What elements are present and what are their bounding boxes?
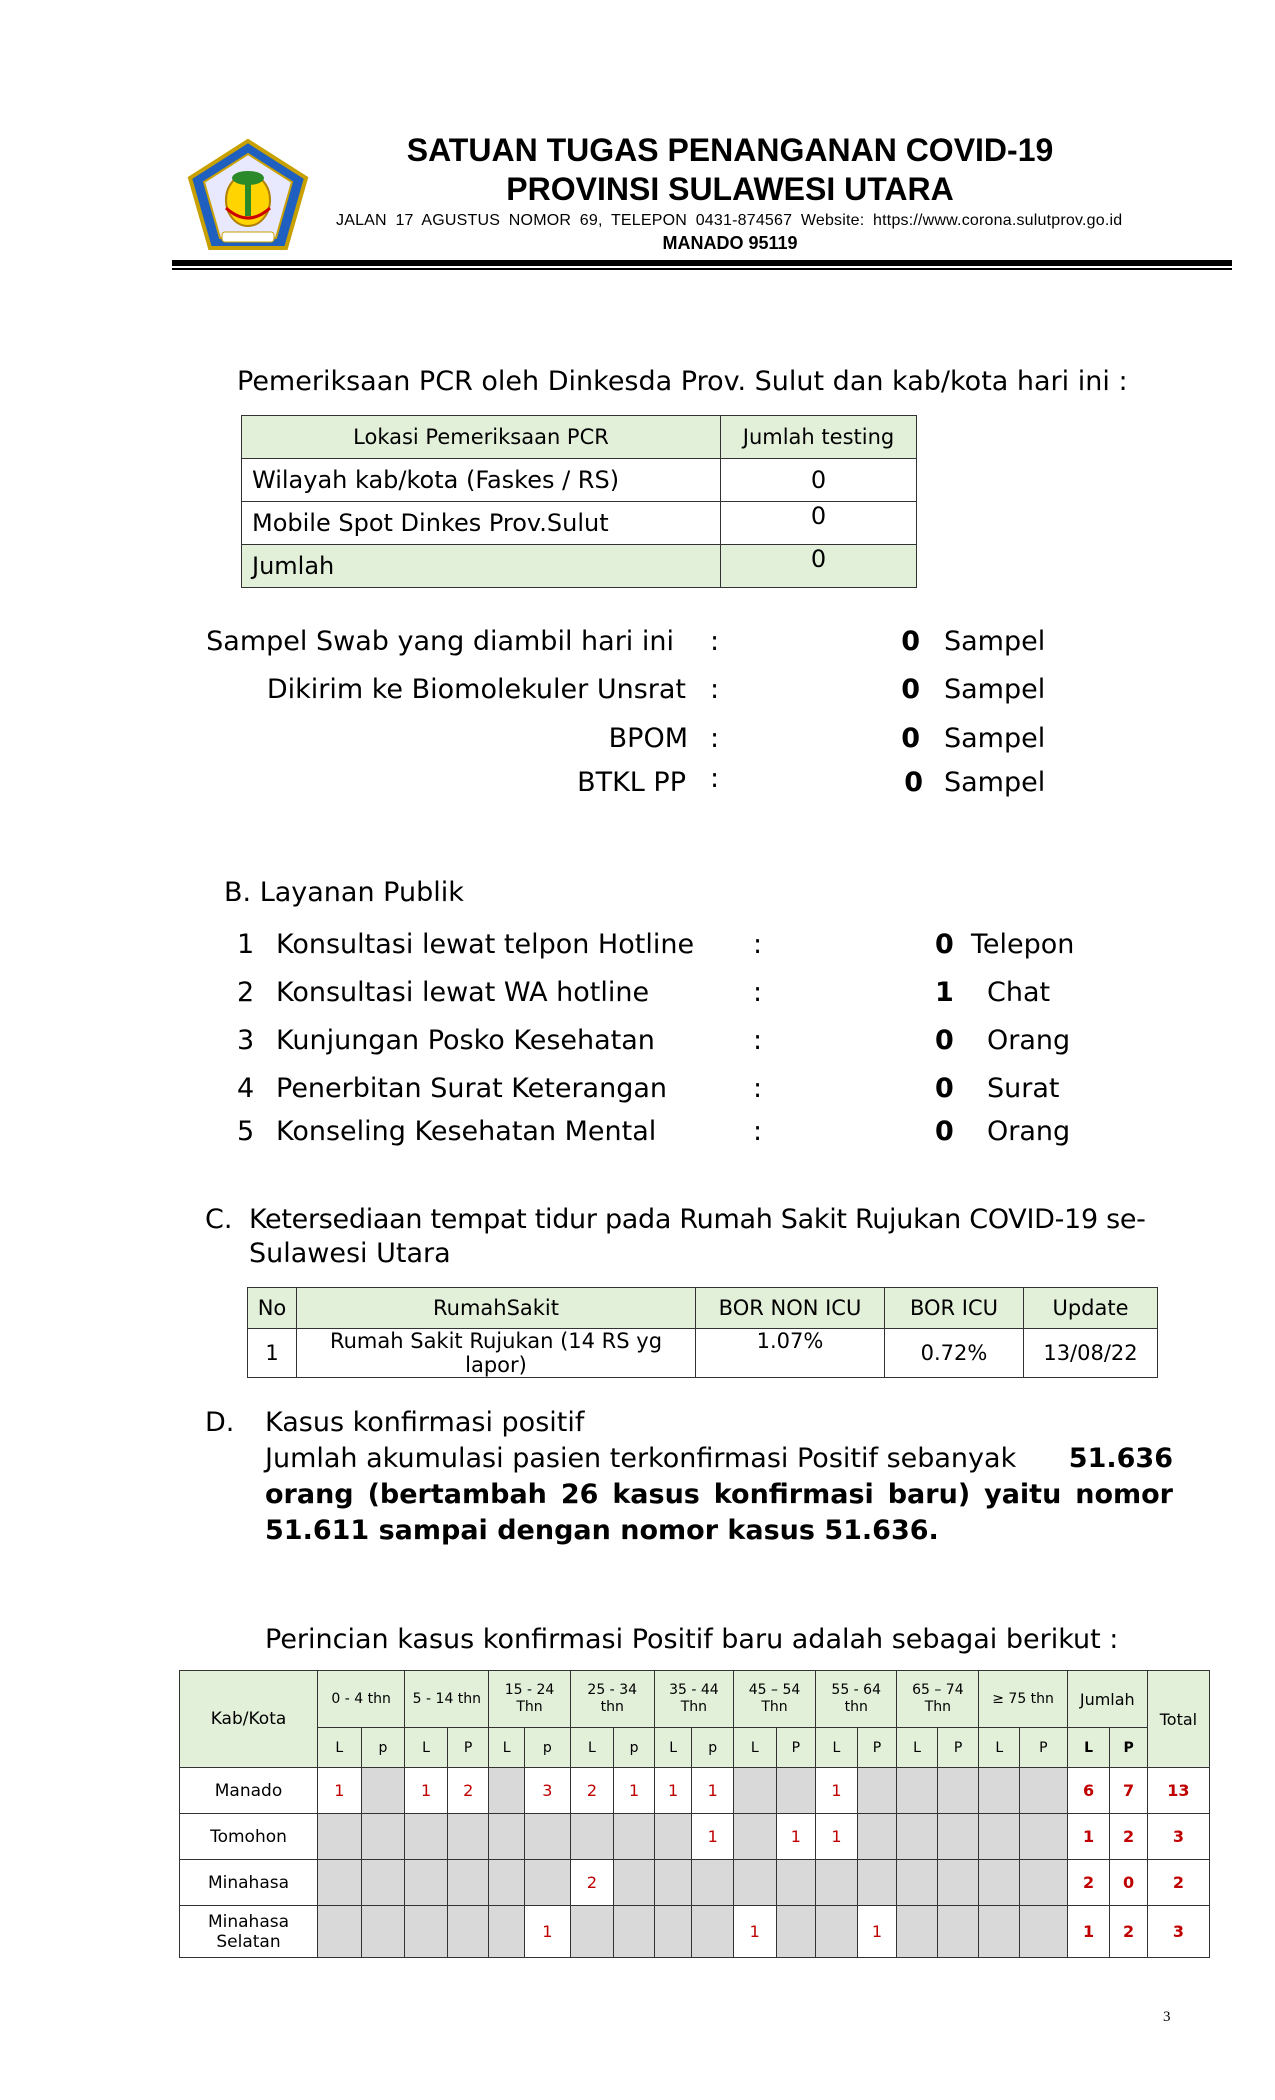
layanan-label: Konseling Kesehatan Mental (276, 1116, 657, 1147)
case-cell (979, 1814, 1020, 1860)
layanan-no: 3 (237, 1025, 255, 1056)
case-cell: 1 (614, 1768, 655, 1814)
case-cell (447, 1814, 489, 1860)
pcr-intro: Pemeriksaan PCR oleh Dinkesda Prov. Sulut dan kab/kota hari ini : (237, 366, 1128, 397)
case-cell (447, 1860, 489, 1906)
age-label: 25 - 34 (587, 1682, 638, 1698)
case-cell (524, 1860, 570, 1906)
bed-line2: Sulawesi Utara (249, 1238, 451, 1269)
case-total: 13 (1147, 1768, 1209, 1814)
case-cell (937, 1814, 979, 1860)
case-cell (489, 1906, 525, 1958)
header-city: MANADO 95119 (662, 233, 798, 253)
case-cell (692, 1860, 734, 1906)
table-row (242, 459, 917, 502)
case-cell (897, 1768, 938, 1814)
kasus-heading: Kasus konfirmasi positif (265, 1407, 585, 1438)
bed-col-hospital: RumahSakit (297, 1288, 696, 1329)
layanan-no: 2 (237, 977, 255, 1008)
layanan-unit: Orang (987, 1025, 1071, 1056)
layanan-unit: Orang (987, 1116, 1071, 1147)
cases-header-row (180, 1671, 1210, 1728)
case-cell (318, 1814, 362, 1860)
cases-age-group (816, 1671, 897, 1728)
sub-header-cell: L (816, 1728, 858, 1768)
sub-header-cell: L (489, 1728, 525, 1768)
case-total: 3 (1147, 1814, 1209, 1860)
layanan-value: 0 (935, 1116, 954, 1147)
case-cell: 1 (524, 1906, 570, 1958)
case-cell: 1 (654, 1768, 692, 1814)
bed-cell: 1.07% (696, 1329, 885, 1378)
bed-cell: 13/08/22 (1024, 1329, 1158, 1378)
case-cell: 3 (524, 1768, 570, 1814)
table-row (180, 1906, 1210, 1958)
sub-header-cell: p (614, 1728, 655, 1768)
cases-age-group (570, 1671, 654, 1728)
case-cell (897, 1860, 938, 1906)
age-unit: thn (600, 1699, 624, 1715)
cases-age-group (489, 1671, 570, 1728)
sub-header-cell: p (361, 1728, 405, 1768)
case-cell (614, 1860, 655, 1906)
case-jp: 2 (1110, 1814, 1148, 1860)
case-cell (489, 1768, 525, 1814)
sub-header-cell: L (733, 1728, 776, 1768)
case-cell: 1 (318, 1768, 362, 1814)
case-cell: 2 (570, 1768, 614, 1814)
age-unit: Thn (516, 1699, 543, 1715)
case-cell (361, 1860, 405, 1906)
table-row (242, 545, 917, 588)
layanan-colon: : (753, 929, 763, 960)
bed-header-row (248, 1288, 1158, 1329)
case-jp: 7 (1110, 1768, 1148, 1814)
table-row (180, 1768, 1210, 1814)
pcr-row-value: 0 (721, 545, 917, 588)
sub-header-cell: L (405, 1728, 448, 1768)
case-cell (979, 1906, 1020, 1958)
swab-label: BTKL PP (577, 767, 686, 798)
case-cell (897, 1814, 938, 1860)
case-cell: 1 (776, 1814, 816, 1860)
sub-header-cell: P (937, 1728, 979, 1768)
layanan-colon: : (753, 1116, 763, 1147)
case-cell (937, 1768, 979, 1814)
case-region: Minahasa (180, 1860, 318, 1906)
bed-col-bor-non-icu: BOR NON ICU (696, 1288, 885, 1329)
layanan-heading: B. Layanan Publik (224, 877, 464, 908)
case-jp: 0 (1110, 1860, 1148, 1906)
case-jl: 2 (1067, 1860, 1110, 1906)
sub-header-cell: P (776, 1728, 816, 1768)
case-cell (1020, 1906, 1068, 1958)
sub-header-cell: p (692, 1728, 734, 1768)
table-row (242, 502, 917, 545)
case-cell (816, 1906, 858, 1958)
case-cell (614, 1906, 655, 1958)
swab-label: BPOM (608, 723, 688, 754)
case-cell (524, 1814, 570, 1860)
case-total: 2 (1147, 1860, 1209, 1906)
layanan-colon: : (753, 1025, 763, 1056)
province-logo (186, 138, 310, 252)
age-label: 65 – 74 (912, 1682, 964, 1698)
swab-colon: : (710, 674, 720, 705)
case-cell (979, 1860, 1020, 1906)
case-total: 3 (1147, 1906, 1209, 1958)
sub-header-cell: L (318, 1728, 362, 1768)
cases-age-group (897, 1671, 979, 1728)
age-unit: thn (844, 1699, 868, 1715)
case-cell (489, 1814, 525, 1860)
case-cell (1020, 1768, 1068, 1814)
swab-unit: Sampel (944, 626, 1046, 657)
bed-cell: 0.72% (885, 1329, 1024, 1378)
age-unit: Thn (680, 1699, 708, 1715)
pcr-row-label: Wilayah kab/kota (Faskes / RS) (242, 459, 721, 502)
case-cell (776, 1860, 816, 1906)
layanan-colon: : (753, 1073, 763, 1104)
age-unit: Thn (924, 1699, 952, 1715)
layanan-label: Kunjungan Posko Kesehatan (276, 1025, 655, 1056)
case-cell (733, 1814, 776, 1860)
kasus-letter: D. (205, 1407, 235, 1438)
cases-age-group (733, 1671, 815, 1728)
swab-colon: : (710, 626, 720, 657)
cases-table (179, 1670, 1210, 1958)
cases-age-group (405, 1671, 489, 1728)
page-number: 3 (1163, 2009, 1171, 2025)
kasus-line1-text: Jumlah akumulasi pasien terkonfirmasi Positif sebanyak (265, 1443, 1017, 1474)
case-cell (1020, 1860, 1068, 1906)
case-cell (937, 1860, 979, 1906)
layanan-value: 0 (935, 929, 954, 960)
case-cell (318, 1860, 362, 1906)
pcr-header-row (242, 416, 917, 459)
swab-unit: Sampel (944, 674, 1046, 705)
swab-unit: Sampel (944, 767, 1046, 798)
bed-letter: C. (205, 1204, 233, 1235)
bed-cell: 1 (248, 1329, 297, 1378)
sub-header-cell: P (857, 1728, 897, 1768)
case-cell (654, 1906, 692, 1958)
header-rule-thin (172, 268, 1232, 270)
case-cell (776, 1768, 816, 1814)
pcr-row-value: 0 (721, 502, 917, 545)
bed-col-bor-icu: BOR ICU (885, 1288, 1024, 1329)
age-label: 45 – 54 (748, 1682, 801, 1698)
case-cell (857, 1860, 897, 1906)
header-title-line2: PROVINSI SULAWESI UTARA (506, 171, 954, 207)
sub-header-cell: L (654, 1728, 692, 1768)
cases-col-kab: Kab/Kota (180, 1671, 318, 1768)
layanan-no: 5 (237, 1116, 255, 1147)
case-cell (318, 1906, 362, 1958)
case-cell: 1 (816, 1768, 858, 1814)
layanan-unit: Chat (987, 977, 1051, 1008)
sub-header-cell: L (570, 1728, 614, 1768)
age-label: ≥ 75 thn (992, 1690, 1054, 1707)
case-jl: 6 (1067, 1768, 1110, 1814)
case-cell (776, 1906, 816, 1958)
layanan-value: 0 (935, 1025, 954, 1056)
pcr-col-location: Lokasi Pemeriksaan PCR (242, 416, 721, 459)
case-cell (654, 1814, 692, 1860)
age-label: 15 - 24 (504, 1682, 555, 1698)
sub-header-cell: L (897, 1728, 938, 1768)
case-region: Manado (180, 1768, 318, 1814)
case-cell: 1 (692, 1768, 734, 1814)
header-address: JALAN 17 AGUSTUS NOMOR 69, TELEPON 0431-874567 Website: https://www.corona.sulutprov.go.id (336, 212, 1123, 229)
bed-col-update: Update (1024, 1288, 1158, 1329)
cases-col-total: Total (1147, 1671, 1209, 1768)
age-unit: Thn (761, 1699, 788, 1715)
kasus-line1 (265, 1443, 1173, 1475)
layanan-value: 1 (935, 977, 954, 1008)
case-region: Tomohon (180, 1814, 318, 1860)
cases-age-group (979, 1671, 1067, 1728)
cases-age-group (654, 1671, 733, 1728)
layanan-no: 4 (237, 1073, 255, 1104)
bed-table (247, 1287, 1158, 1378)
case-cell (733, 1768, 776, 1814)
pcr-col-count: Jumlah testing (721, 416, 917, 459)
swab-label: Dikirim ke Biomolekuler Unsrat (266, 674, 686, 705)
swab-colon: : (710, 763, 720, 794)
case-cell: 1 (857, 1906, 897, 1958)
swab-value: 0 (901, 674, 920, 705)
layanan-value: 0 (935, 1073, 954, 1104)
case-cell (489, 1860, 525, 1906)
case-cell (937, 1906, 979, 1958)
pcr-row-value: 0 (721, 459, 917, 502)
case-jl: 1 (1067, 1814, 1110, 1860)
case-cell (857, 1768, 897, 1814)
case-cell (733, 1860, 776, 1906)
case-cell (857, 1814, 897, 1860)
bed-cell: Rumah Sakit Rujukan (14 RS yg lapor) (297, 1329, 696, 1378)
sub-header-cell: L (979, 1728, 1020, 1768)
case-cell (570, 1814, 614, 1860)
swab-unit: Sampel (944, 723, 1046, 754)
swab-value: 0 (904, 767, 923, 798)
case-cell (405, 1814, 448, 1860)
case-jl: 1 (1067, 1906, 1110, 1958)
pcr-row-label: Mobile Spot Dinkes Prov.Sulut (242, 502, 721, 545)
case-jp: 2 (1110, 1906, 1148, 1958)
header-title-line1: SATUAN TUGAS PENANGANAN COVID-19 (406, 132, 1054, 168)
case-cell (447, 1906, 489, 1958)
pcr-table (241, 415, 917, 588)
case-cell (361, 1814, 405, 1860)
rincian-intro: Perincian kasus konfirmasi Positif baru adalah sebagai berikut : (265, 1624, 1119, 1655)
kasus-line3: 51.611 sampai dengan nomor kasus 51.636. (265, 1515, 939, 1546)
bed-line1: Ketersediaan tempat tidur pada Rumah Sakit Rujukan COVID-19 se- (249, 1204, 1146, 1235)
case-cell (816, 1860, 858, 1906)
table-row (180, 1860, 1210, 1906)
cases-age-group (318, 1671, 405, 1728)
case-cell (654, 1860, 692, 1906)
cases-col-jumlah: Jumlah (1067, 1671, 1147, 1728)
swab-colon: : (710, 723, 720, 754)
age-label: 5 - 14 thn (412, 1690, 482, 1707)
swab-value: 0 (901, 626, 920, 657)
case-region: Minahasa Selatan (180, 1906, 318, 1958)
case-cell: 2 (570, 1860, 614, 1906)
case-cell (405, 1906, 448, 1958)
sub-header-cell: p (524, 1728, 570, 1768)
case-cell (979, 1768, 1020, 1814)
layanan-no: 1 (237, 929, 255, 960)
layanan-colon: : (753, 977, 763, 1008)
swab-value: 0 (901, 723, 920, 754)
case-cell: 2 (447, 1768, 489, 1814)
case-cell (1020, 1814, 1068, 1860)
layanan-label: Penerbitan Surat Keterangan (276, 1073, 668, 1104)
age-label: 0 - 4 thn (331, 1690, 391, 1707)
case-cell (692, 1906, 734, 1958)
case-cell: 1 (816, 1814, 858, 1860)
bed-col-no: No (248, 1288, 297, 1329)
age-label: 35 - 44 (669, 1682, 719, 1698)
table-row (180, 1814, 1210, 1860)
kasus-total: 51.636 (1068, 1443, 1173, 1474)
layanan-unit: Surat (987, 1073, 1060, 1104)
case-cell: 1 (733, 1906, 776, 1958)
header-rule-thick (172, 260, 1232, 266)
swab-label: Sampel Swab yang diambil hari ini (206, 626, 674, 657)
case-cell (361, 1768, 405, 1814)
layanan-label: Konsultasi lewat WA hotline (276, 977, 650, 1008)
sub-header-jumlah-l: L (1067, 1728, 1110, 1768)
case-cell (614, 1814, 655, 1860)
case-cell (570, 1906, 614, 1958)
case-cell (361, 1906, 405, 1958)
sub-header-jumlah-p: P (1110, 1728, 1148, 1768)
cases-subheader-row (180, 1728, 1210, 1768)
sub-header-cell: P (447, 1728, 489, 1768)
table-row (248, 1329, 1158, 1378)
case-cell: 1 (405, 1768, 448, 1814)
kasus-line2: orang (bertambah 26 kasus konfirmasi baru) yaitu nomor (265, 1479, 1173, 1510)
sub-header-cell: P (1020, 1728, 1068, 1768)
case-cell: 1 (692, 1814, 734, 1860)
case-cell (897, 1906, 938, 1958)
case-cell (405, 1860, 448, 1906)
layanan-label: Konsultasi lewat telpon Hotline (276, 929, 695, 960)
layanan-unit: Telepon (971, 929, 1075, 960)
pcr-row-label: Jumlah (242, 545, 721, 588)
age-label: 55 - 64 (831, 1682, 881, 1698)
